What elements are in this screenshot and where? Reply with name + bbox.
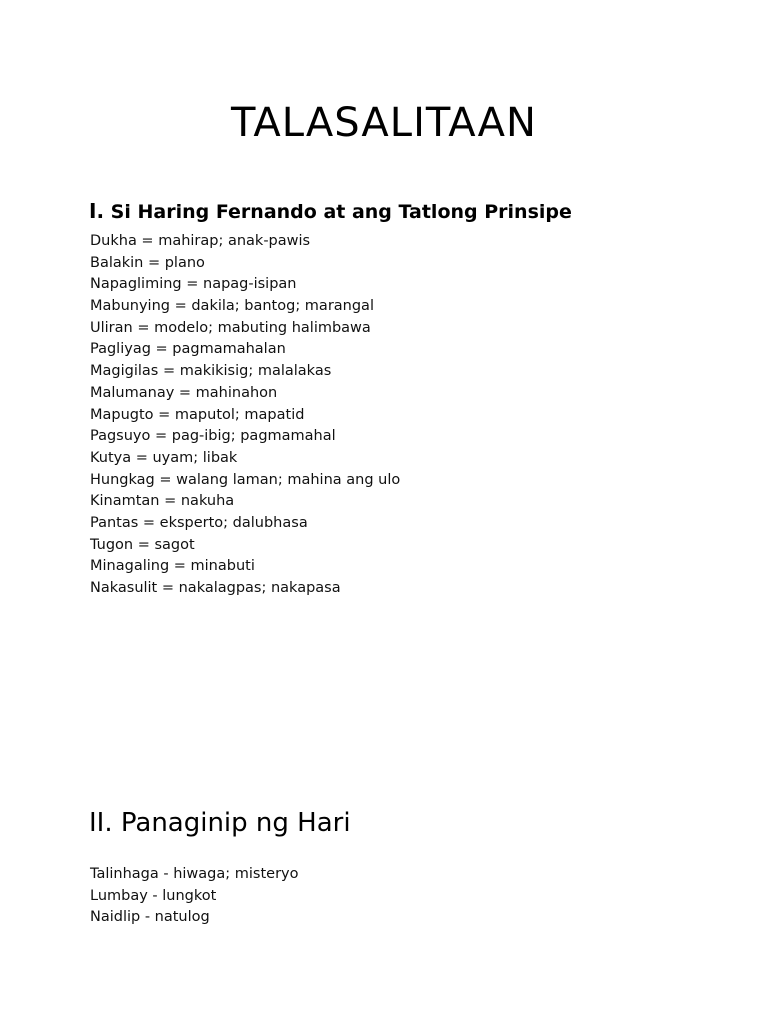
vocabulary-entry: Malumanay = mahinahon: [90, 384, 278, 401]
vocabulary-entry: Pantas = eksperto; dalubhasa: [90, 514, 308, 531]
vocabulary-list-1: [90, 231, 400, 600]
vocabulary-entry: Mabunying = dakila; bantog; marangal: [90, 298, 374, 315]
section-title-2: Panaginip ng Hari: [120, 808, 351, 838]
section-numeral-2: II.: [89, 808, 113, 838]
vocabulary-entry: Minagaling = minabuti: [90, 558, 255, 575]
vocabulary-entry: Magigilas = makikisig; malalakas: [90, 363, 332, 380]
vocabulary-entry: Mapugto = maputol; mapatid: [90, 406, 305, 423]
vocabulary-entry: Lumbay - lungkot: [90, 887, 217, 904]
vocabulary-entry: Hungkag = walang laman; mahina ang ulo: [90, 471, 401, 488]
vocabulary-entry: Nakasulit = nakalagpas; nakapasa: [90, 580, 341, 596]
vocabulary-entry: Napagliming = napag-isipan: [90, 276, 297, 293]
section-numeral-1: I.: [89, 199, 105, 223]
vocabulary-entry: Kinamtan = nakuha: [90, 493, 235, 510]
section-heading-2: [89, 806, 351, 840]
vocabulary-entry: Uliran = modelo; mabuting halimbawa: [90, 319, 371, 336]
vocabulary-entry: Naidlip - natulog: [90, 909, 210, 926]
vocabulary-entry: Dukha = mahirap; anak-pawis: [90, 233, 311, 249]
vocabulary-entry: Balakin = plano: [90, 254, 205, 271]
document-title: TALASALITAAN: [231, 100, 537, 146]
vocabulary-list-2: [90, 864, 298, 929]
vocabulary-entry: Kutya = uyam; libak: [90, 449, 238, 466]
section-title-1: Si Haring Fernando at ang Tatlong Prinsipe: [110, 201, 572, 223]
vocabulary-entry: Tugon = sagot: [90, 536, 195, 553]
section-heading-1: [89, 198, 572, 225]
vocabulary-entry: Talinhaga - hiwaga; misteryo: [90, 866, 299, 882]
vocabulary-entry: Pagliyag = pagmamahalan: [90, 341, 286, 358]
vocabulary-entry: Pagsuyo = pag-ibig; pagmamahal: [90, 428, 336, 445]
